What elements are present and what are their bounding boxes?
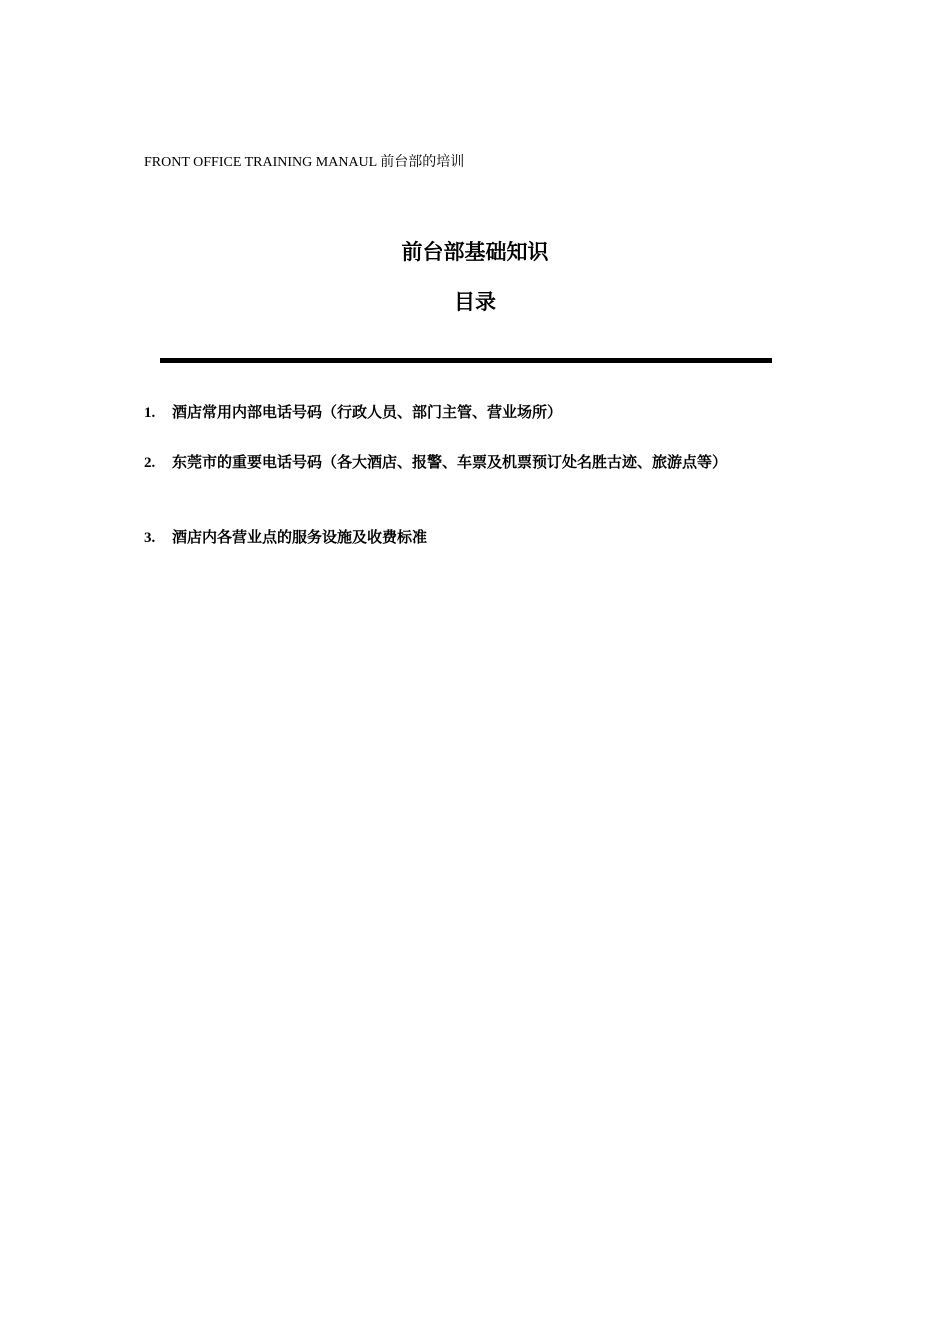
toc-heading: 目录: [454, 290, 496, 314]
toc-item-number: 2.: [144, 455, 156, 471]
running-header: FRONT OFFICE TRAINING MANAUL 前台部的培训: [144, 155, 465, 170]
toc-item-number: 3.: [144, 530, 156, 546]
document-title: 前台部基础知识: [401, 240, 549, 264]
horizontal-rule: [160, 358, 772, 363]
toc-item-3: [144, 527, 427, 548]
toc-item-text: 酒店内各营业点的服务设施及收费标准: [172, 528, 428, 546]
toc-item-2: [144, 452, 727, 473]
toc-item-1: [144, 402, 562, 423]
toc-item-text: 东莞市的重要电话号码（各大酒店、报警、车票及机票预订处名胜古迹、旅游点等）: [172, 453, 728, 471]
toc-item-number: 1.: [144, 405, 156, 421]
toc-item-text: 酒店常用内部电话号码（行政人员、部门主管、营业场所）: [172, 403, 563, 421]
